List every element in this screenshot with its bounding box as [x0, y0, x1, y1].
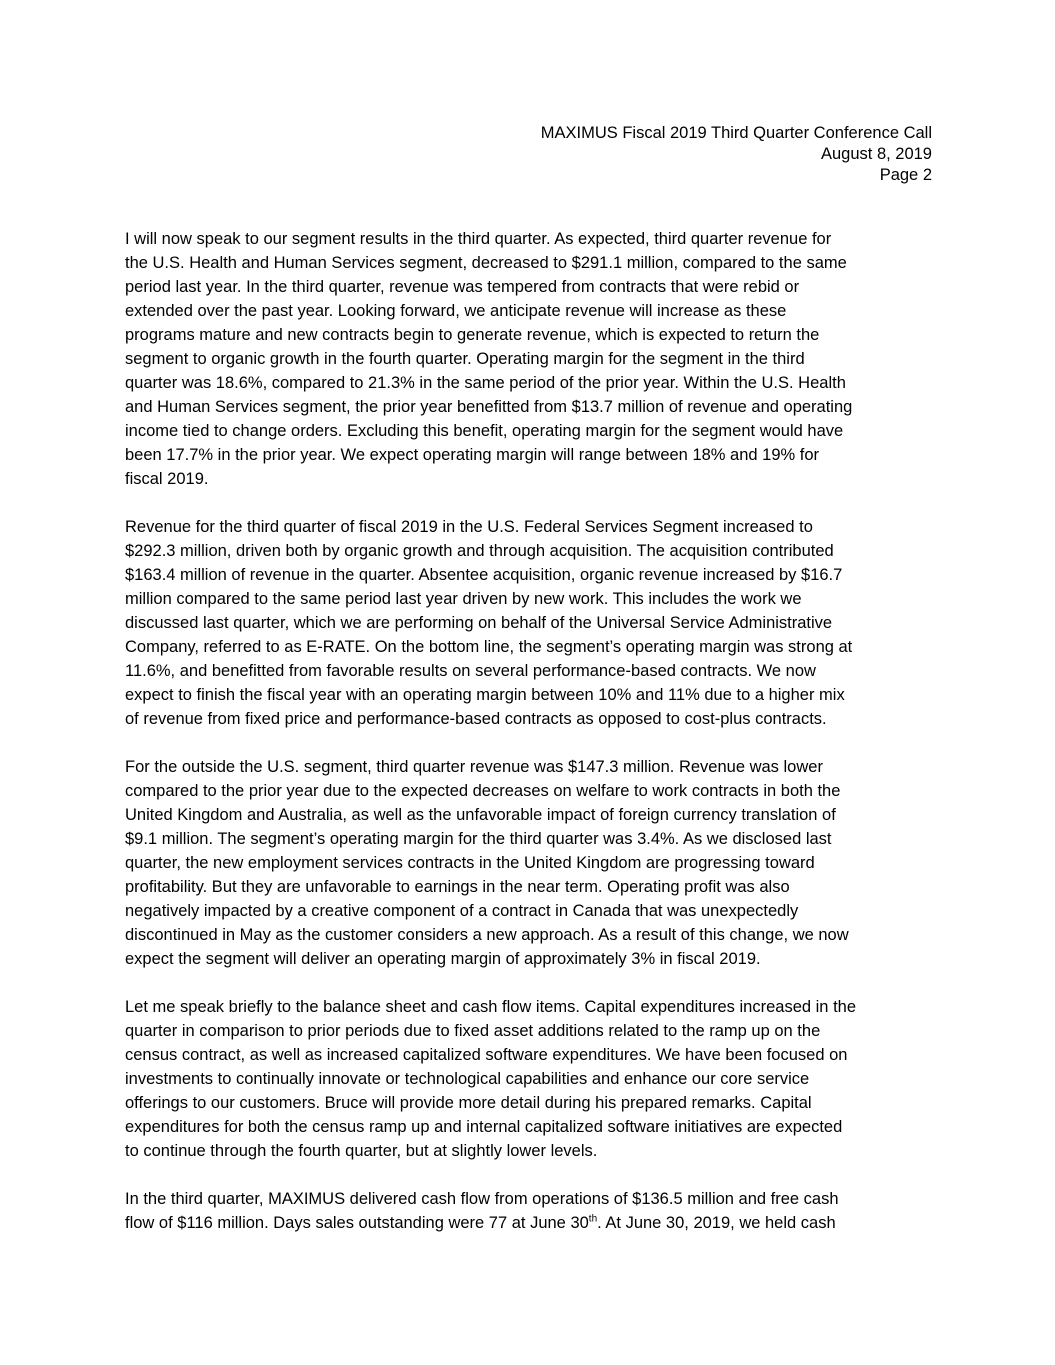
text-line: to continue through the fourth quarter, but at slightly lower levels. — [125, 1142, 598, 1160]
paragraph-federal-segment — [125, 515, 935, 731]
paragraph-balance-sheet — [125, 995, 935, 1163]
text-line: I will now speak to our segment results in the third quarter. As expected, third quarter revenue for — [125, 230, 832, 248]
text-line: $9.1 million. The segment’s operating margin for the third quarter was 3.4%. As we disclosed last — [125, 830, 832, 848]
text-line: discussed last quarter, which we are performing on behalf of the Universal Service Administrative — [125, 614, 833, 632]
header-title: MAXIMUS Fiscal 2019 Third Quarter Conference Call — [540, 124, 932, 142]
text-line: For the outside the U.S. segment, third quarter revenue was $147.3 million. Revenue was lower — [125, 758, 823, 776]
text-line: Revenue for the third quarter of fiscal 2019 in the U.S. Federal Services Segment increased to — [125, 518, 813, 536]
text-line: quarter, the new employment services contracts in the United Kingdom are progressing toward — [125, 854, 815, 872]
text-line: expect the segment will deliver an operating margin of approximately 3% in fiscal 2019. — [125, 950, 761, 968]
text-line: expenditures for both the census ramp up and internal capitalized software initiatives are expected — [125, 1118, 843, 1136]
text-line: fiscal 2019. — [125, 470, 209, 488]
text-line: quarter was 18.6%, compared to 21.3% in the same period of the prior year. Within the U.S. Health — [125, 374, 846, 392]
superscript-ordinal: th — [588, 1213, 598, 1225]
page-header — [541, 123, 932, 186]
text-line: of revenue from fixed price and performance-based contracts as opposed to cost-plus contracts. — [125, 710, 827, 728]
text-line: negatively impacted by a creative component of a contract in Canada that was unexpectedly — [125, 902, 799, 920]
paragraph-hhs-segment — [125, 227, 935, 491]
text-line: discontinued in May as the customer considers a new approach. As a result of this change, we now — [125, 926, 849, 944]
text-line: 11.6%, and benefitted from favorable results on several performance-based contracts. We now — [125, 662, 816, 680]
text-fragment: . At June 30, 2019, we held cash — [597, 1214, 836, 1232]
text-line: Let me speak briefly to the balance sheet and cash flow items. Capital expenditures increased in the — [125, 998, 857, 1016]
text-line: extended over the past year. Looking forward, we anticipate revenue will increase as these — [125, 302, 787, 320]
text-line: been 17.7% in the prior year. We expect operating margin will range between 18% and 19% for — [125, 446, 820, 464]
text-line: the U.S. Health and Human Services segment, decreased to $291.1 million, compared to the same — [125, 254, 847, 272]
text-line: segment to organic growth in the fourth quarter. Operating margin for the segment in the third — [125, 350, 805, 368]
header-date: August 8, 2019 — [820, 145, 932, 163]
text-fragment: flow of $116 million. Days sales outstanding were 77 at June 30 — [125, 1214, 589, 1232]
text-line: compared to the prior year due to the expected decreases on welfare to work contracts in both the — [125, 782, 841, 800]
text-line: offerings to our customers. Bruce will provide more detail during his prepared remarks. Capital — [125, 1094, 812, 1112]
text-line: $163.4 million of revenue in the quarter. Absentee acquisition, organic revenue increased by $16.7 — [125, 566, 843, 584]
paragraph-outside-us-segment — [125, 755, 935, 971]
text-line: profitability. But they are unfavorable to earnings in the near term. Operating profit was also — [125, 878, 790, 896]
text-line: million compared to the same period last year driven by new work. This includes the work we — [125, 590, 802, 608]
text-line: programs mature and new contracts begin to generate revenue, which is expected to return the — [125, 326, 820, 344]
text-line: United Kingdom and Australia, as well as the unfavorable impact of foreign currency translation of — [125, 806, 836, 824]
text-line: In the third quarter, MAXIMUS delivered cash flow from operations of $136.5 million and free cash — [125, 1190, 839, 1208]
paragraph-cash-flow — [125, 1187, 935, 1235]
text-line: $292.3 million, driven both by organic growth and through acquisition. The acquisition contributed — [125, 542, 834, 560]
text-line: quarter in comparison to prior periods due to fixed asset additions related to the ramp up on the — [125, 1022, 821, 1040]
text-line: and Human Services segment, the prior year benefitted from $13.7 million of revenue and operating — [125, 398, 853, 416]
header-page-number: Page 2 — [879, 166, 932, 184]
text-line: Company, referred to as E-RATE. On the bottom line, the segment’s operating margin was strong at — [125, 638, 853, 656]
text-line: expect to finish the fiscal year with an operating margin between 10% and 11% due to a higher mix — [125, 686, 845, 704]
text-line: census contract, as well as increased capitalized software expenditures. We have been focused on — [125, 1046, 848, 1064]
document-body — [125, 227, 935, 1259]
text-line: income tied to change orders. Excluding this benefit, operating margin for the segment would have — [125, 422, 844, 440]
text-line: period last year. In the third quarter, revenue was tempered from contracts that were rebid or — [125, 278, 800, 296]
text-line — [125, 1211, 935, 1235]
text-line: investments to continually innovate or technological capabilities and enhance our core service — [125, 1070, 810, 1088]
